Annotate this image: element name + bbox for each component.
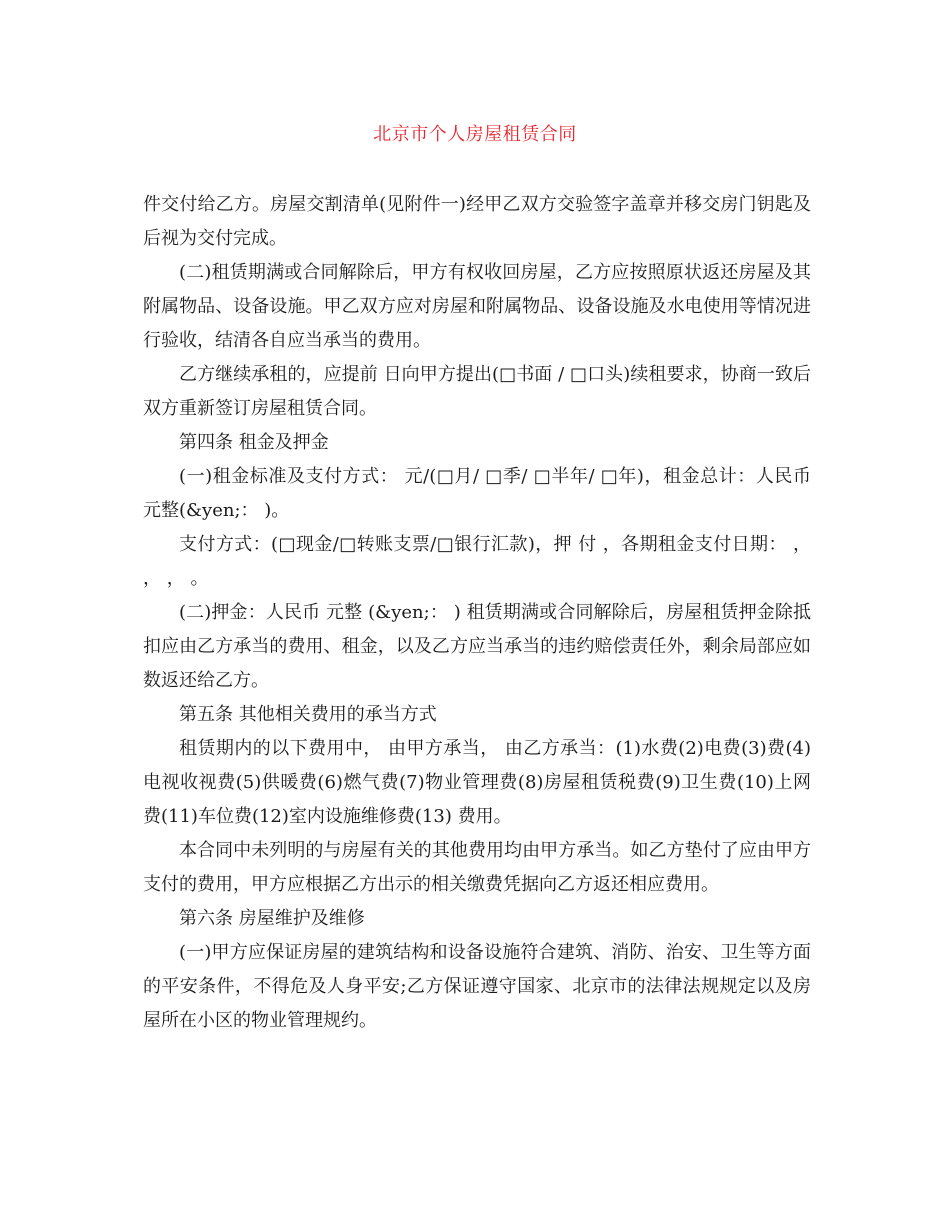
paragraph-rent-standard: (一)租金标准及支付方式： 元/(□月/ □季/ □半年/ □年)，租金总计：人民币 元整(&yen;： )。 (143, 466, 811, 521)
document-body (143, 188, 811, 1038)
paragraph-delivery: 件交付给乙方。房屋交割清单(见附件一)经甲乙双方交验签字盖章并移交房门钥匙及 后视为交付完成。 (143, 194, 811, 249)
paragraph-deposit: (二)押金：人民币 元整 (&yen;： ) 租赁期满或合同解除后，房屋租赁押金除抵扣应由乙方承当的费用、租金，以及乙方应当承当的违约赔偿责任外，剩余局部应如数返还给乙方。 (143, 602, 811, 691)
article-6-heading: 第六条 房屋维护及维修 (179, 908, 365, 929)
paragraph-safety-conditions: (一)甲方应保证房屋的建筑结构和设备设施符合建筑、消防、治安、卫生等方面的平安条件，不得危及人身平安;乙方保证遵守国家、北京市的法律法规规定以及房屋所在小区的物业管理规约。 (143, 942, 811, 1031)
article-5-heading: 第五条 其他相关费用的承当方式 (179, 704, 437, 725)
paragraph-renewal: 乙方继续承租的，应提前 日向甲方提出(□书面 / □口头)续租要求，协商一致后双方重新签订房屋租赁合同。 (143, 364, 811, 419)
paragraph-fee-list: 租赁期内的以下费用中， 由甲方承当， 由乙方承当：(1)水费(2)电费(3)费(4)电视收视费(5)供暖费(6)燃气费(7)物业管理费(8)房屋租赁税费(9)卫生费(10)上网费(11)车位费(12)室内设施维修费(13) 费用。 (143, 738, 811, 827)
article-4-heading: 第四条 租金及押金 (179, 432, 329, 453)
document-title: 北京市个人房屋租赁合同 (373, 124, 577, 145)
paragraph-other-fees: 本合同中未列明的与房屋有关的其他费用均由甲方承当。如乙方垫付了应由甲方支付的费用，甲方应根据乙方出示的相关缴费凭据向乙方返还相应费用。 (143, 840, 811, 895)
paragraph-payment-method: 支付方式：(□现金/□转账支票/□银行汇款)，押 付 ，各期租金支付日期： ， ， ， 。 (143, 534, 811, 589)
paragraph-return-property: (二)租赁期满或合同解除后，甲方有权收回房屋，乙方应按照原状返还房屋及其附属物品、设备设施。甲乙双方应对房屋和附属物品、设备设施及水电使用等情况进行验收，结清各自应当承当的费用。 (143, 262, 811, 351)
